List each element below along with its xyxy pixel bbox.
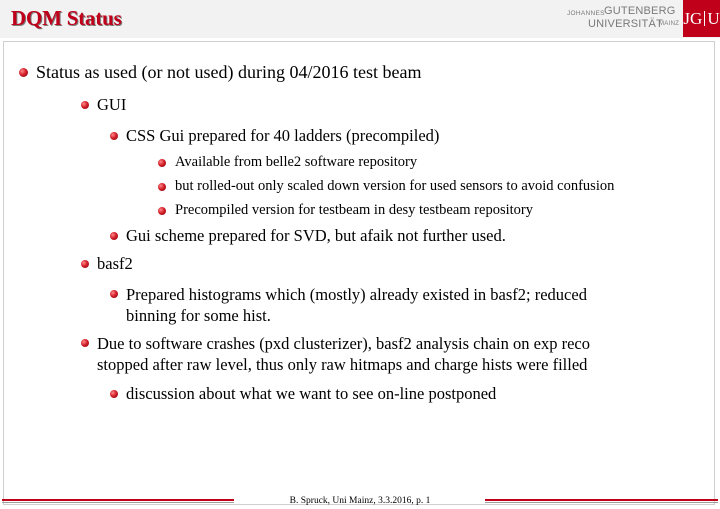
- bullet-icon: [110, 232, 118, 240]
- logo-universitaet: UNIVERSITÄT: [588, 18, 663, 30]
- bullet-level4-rolled-out: but rolled-out only scaled down version for used sensors to avoid confusion: [175, 178, 615, 194]
- jgu-logo-divider: [704, 11, 705, 26]
- university-logo: [565, 4, 683, 34]
- bullet-level3-histograms-line2: binning for some hist.: [126, 306, 271, 325]
- logo-gutenberg: GUTENBERG: [604, 5, 676, 17]
- bullet-level2-software-crashes-line2: stopped after raw level, thus only raw hitmaps and charge hists were filled: [97, 355, 588, 374]
- logo-johannes: JOHANNES: [567, 10, 605, 17]
- bullet-icon: [81, 260, 89, 268]
- jgu-logo-block: [683, 0, 720, 37]
- jgu-logo-jg: JG: [683, 8, 703, 28]
- jgu-logo-u: U: [707, 8, 720, 28]
- bullet-level2-software-crashes-line1: Due to software crashes (pxd clusterizer), basf2 analysis chain on exp reco: [97, 334, 590, 353]
- bullet-icon: [158, 183, 166, 191]
- bullet-level2-gui: GUI: [97, 95, 127, 114]
- bullet-level3-css-gui: CSS Gui prepared for 40 ladders (precompiled): [126, 126, 440, 145]
- slide-title: DQM Status: [11, 6, 122, 30]
- bullet-level3-histograms-line1: Prepared histograms which (mostly) already existed in basf2; reduced: [126, 285, 587, 304]
- bullet-level3-gui-scheme: Gui scheme prepared for SVD, but afaik not further used.: [126, 226, 506, 245]
- slide-header: [0, 0, 720, 38]
- bullet-icon: [158, 159, 166, 167]
- bullet-level4-available: Available from belle2 software repository: [175, 154, 418, 170]
- bullet-icon: [81, 101, 89, 109]
- bullet-level2-software-crashes: [97, 333, 590, 375]
- bullet-icon: [110, 290, 118, 298]
- slide-footer: B. Spruck, Uni Mainz, 3.3.2016, p. 1: [289, 496, 431, 506]
- bullet-level3-histograms: [126, 284, 587, 326]
- bullet-level2-basf2: basf2: [97, 254, 133, 273]
- bullet-level1-status: Status as used (or not used) during 04/2016 test beam: [36, 62, 422, 82]
- bullet-icon: [110, 132, 118, 140]
- bullet-icon: [110, 390, 118, 398]
- bullet-level3-discussion: discussion about what we want to see on-line postponed: [126, 384, 497, 403]
- bullet-level4-precompiled: Precompiled version for testbeam in desy testbeam repository: [175, 202, 533, 218]
- logo-mainz: MAINZ: [659, 21, 680, 27]
- bullet-icon: [19, 68, 28, 77]
- bullet-icon: [158, 207, 166, 215]
- bullet-icon: [81, 339, 89, 347]
